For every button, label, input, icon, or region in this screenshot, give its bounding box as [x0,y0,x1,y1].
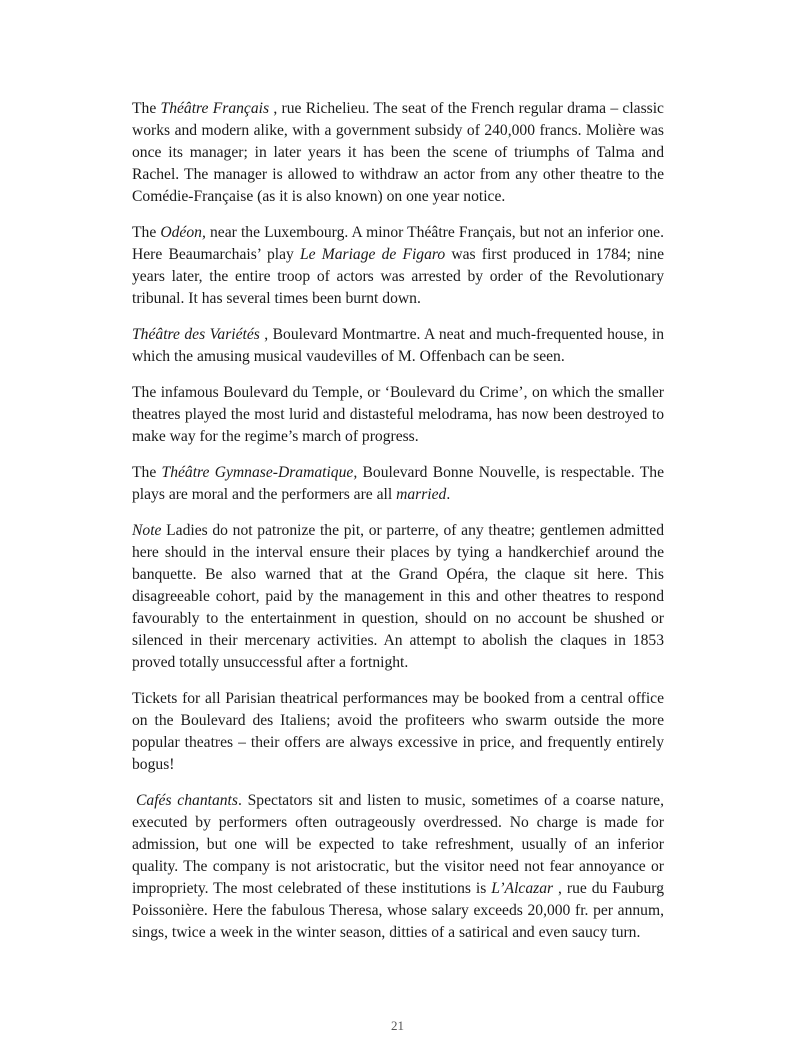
text-segment: The [132,464,162,481]
paragraph-varietes [132,324,664,368]
paragraph-theatre-francais [132,98,664,208]
italic-word-married: married [396,486,447,503]
paragraph-note [132,520,664,674]
text-segment: The [132,224,161,241]
italic-title-figaro: Le Mariage de Figaro [299,246,446,263]
page-number: 21 [391,1018,404,1033]
text-segment: , rue du Fauburg Poissonière. Here the fabulous Theresa, whose salary exceeds 20,000 fr. per annum, sings, twice a week in the winter season, ditties of a satirical and even saucy turn. [132,880,664,941]
italic-title-cafes-chantants: Cafés chantants [136,792,238,809]
text-segment: Boulevard Bonne Nouvelle, is respectable. The plays are moral and the performers are all [132,464,664,503]
text-segment: Tickets for all Parisian theatrical performances may be booked from a central office on the Boulevard des Italiens; avoid the profiteers who swarm outside the more popular theatres – their offers are always excessive in price, and frequently entirely bogus! [132,690,664,773]
paragraph-gymnase [132,462,664,506]
text-segment: . Spectators sit and listen to music, sometimes of a coarse nature, executed by performers often outrageously overdressed. No charge is made for admission, but one will be expected to take refreshment, usually of an inferior quality. The company is not aristocratic, but the visitor need not fear annoyance or impropriety. The most celebrated of these institutions is [132,792,665,897]
text-segment: Ladies do not patronize the pit, or parterre, of any theatre; gentlemen admitted here should in the interval ensure their places by tying a handkerchief around the banquette. Be also warned that at the Grand Opéra, the claque sit here. This disagreeable cohort, paid by the management in this and other theatres to respond favourably to the entertainment in question, should on no account be shushed or silenced in their mercenary activities. An attempt to abolish the claques in 1853 proved totally unsuccessful after a fortnight. [132,522,664,671]
italic-title-odeon: Odéon, [160,224,206,241]
text-segment: , Boulevard Montmartre. A neat and much-frequented house, in which the amusing musical vaudevilles of M. Offenbach can be seen. [132,326,664,365]
paragraph-cafes [132,790,664,944]
paragraph-boulevard-du-temple [132,382,664,448]
text-segment: The infamous Boulevard du Temple, or ‘Boulevard du Crime’, on which the smaller theatres played the most lurid and distasteful melodrama, has now been destroyed to make way for the regime’s march of progress. [132,384,664,445]
document-page [132,98,664,958]
text-segment: was first produced in 1784; nine years later, the entire troop of actors was arrested by order of the Revolutionary tribunal. It has several times been burnt down. [132,246,664,307]
text-segment: . [446,486,451,503]
italic-title-alcazar: L’Alcazar [491,880,554,897]
text-segment: near the Luxembourg. A minor Théâtre Français, but not an inferior one. Here Beaumarchais’ play [132,224,664,263]
paragraph-odeon [132,222,664,310]
text-segment: , rue Richelieu. The seat of the French regular drama – classic works and modern alike, with a government subsidy of 240,000 francs. Molière was once its manager; in later years it has been the scene of triumphs of Talma and Rachel. The manager is allowed to withdraw an actor from any other theatre to the Comédie-Française (as it is also known) on one year notice. [132,100,664,205]
italic-title-gymnase: Théâtre Gymnase-Dramatique, [161,464,358,481]
text-segment: The [132,100,161,117]
paragraph-tickets [132,688,664,776]
italic-label-note: Note [132,522,162,539]
italic-title-theatre-francais: Théâtre Français [160,100,270,117]
italic-title-varietes: Théâtre des Variétés [132,326,260,343]
